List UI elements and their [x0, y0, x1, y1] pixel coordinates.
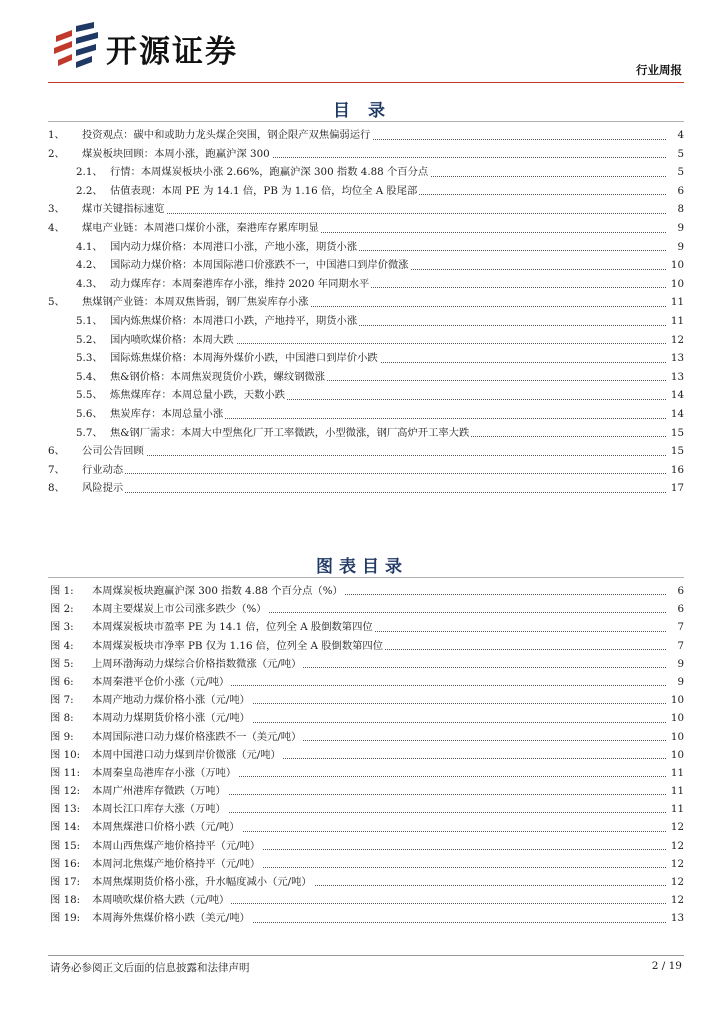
figure-entry-page: 12	[670, 857, 684, 870]
toc-entry-number: 4、	[48, 221, 65, 234]
toc-entry-page: 15	[670, 445, 684, 458]
toc-entry-text: 行情：本周煤炭板块小涨 2.66%，跑赢沪深 300 指数 4.88 个百分点	[110, 163, 666, 182]
footer-divider	[48, 955, 684, 956]
toc-entry[interactable]	[48, 312, 684, 331]
figure-entry-number: 图 19:	[50, 912, 81, 925]
toc-entry-page: 11	[670, 296, 684, 309]
toc-entry-number: 5.6、	[76, 407, 103, 420]
figure-entry-number: 图 12:	[50, 785, 81, 798]
figure-entry-text: 本周煤炭板块跑赢沪深 300 指数 4.88 个百分点（%）	[92, 582, 666, 600]
figure-entry[interactable]	[48, 855, 684, 873]
toc-entry-text: 煤市关键指标速览	[82, 200, 666, 219]
toc-entry-page: 5	[677, 147, 684, 160]
toc-entry-number: 4.3、	[76, 277, 103, 290]
figure-entry-page: 9	[677, 675, 684, 688]
toc-entry-page: 15	[670, 426, 684, 439]
toc-list	[48, 126, 684, 498]
figure-entry-number: 图 7:	[50, 694, 74, 707]
toc-entry[interactable]	[48, 145, 684, 164]
figure-entry-page: 6	[677, 585, 684, 597]
toc-entry-page: 10	[670, 259, 684, 272]
toc-entry-number: 7、	[48, 463, 65, 476]
figure-entry-text: 本周国际港口动力煤价格涨跌不一（美元/吨）	[92, 728, 666, 746]
figure-entry-text: 本周秦皇岛港库存小涨（万吨）	[92, 764, 666, 782]
figure-entry[interactable]	[48, 655, 684, 673]
figure-entry-text: 本周广州港库存微跌（万吨）	[92, 782, 666, 800]
figure-entry[interactable]	[48, 891, 684, 909]
toc-entry-number: 4.1、	[76, 240, 103, 253]
figure-entry[interactable]	[48, 582, 684, 600]
figure-entry[interactable]	[48, 746, 684, 764]
figure-entry[interactable]	[48, 673, 684, 691]
toc-entry-text: 焦&钢价格：本周焦炭现货价小跌，螺纹钢微涨	[110, 368, 666, 387]
figure-entry[interactable]	[48, 637, 684, 655]
toc-entry-page: 13	[670, 352, 684, 365]
figure-entry[interactable]	[48, 764, 684, 782]
figure-entry-number: 图 11:	[50, 766, 81, 779]
figure-entry[interactable]	[48, 728, 684, 746]
toc-entry-number: 4.2、	[76, 259, 103, 272]
toc-entry-text: 煤炭板块回顾：本周小涨，跑赢沪深 300	[82, 145, 666, 164]
toc-entry-text: 国内炼焦煤价格：本周港口小跌，产地持平，期货小涨	[110, 312, 666, 331]
figure-entry-text: 本周动力煤期货价格小涨（元/吨）	[92, 709, 666, 727]
toc-entry-text: 风险提示	[82, 479, 666, 498]
figure-entry-page: 10	[670, 712, 684, 725]
figure-entry-page: 13	[670, 912, 684, 925]
figure-entry-number: 图 13:	[50, 803, 81, 816]
toc-entry[interactable]	[48, 275, 684, 294]
toc-entry-page: 11	[670, 314, 684, 327]
figure-entry[interactable]	[48, 691, 684, 709]
toc-entry[interactable]	[48, 368, 684, 387]
figures-title: 图表目录	[316, 557, 408, 577]
toc-entry-page: 8	[677, 203, 684, 216]
toc-entry[interactable]	[48, 386, 684, 405]
figure-entry[interactable]	[48, 837, 684, 855]
toc-title: 目 录	[333, 101, 391, 121]
toc-entry-page: 4	[677, 129, 684, 141]
figure-entry[interactable]	[48, 800, 684, 818]
figure-entry-number: 图 6:	[50, 675, 74, 688]
toc-entry-number: 1、	[48, 129, 65, 141]
toc-entry-number: 3、	[48, 203, 65, 216]
figure-entry-page: 10	[670, 748, 684, 761]
figure-entry[interactable]	[48, 909, 684, 927]
toc-entry[interactable]	[48, 461, 684, 480]
toc-entry-number: 8、	[48, 482, 65, 495]
toc-entry[interactable]	[48, 182, 684, 201]
figure-entry-number: 图 10:	[50, 748, 81, 761]
figure-entry[interactable]	[48, 600, 684, 618]
figure-entry-page: 11	[670, 785, 684, 798]
figure-entry-text: 本周长江口库存大涨（万吨）	[92, 800, 666, 818]
toc-entry[interactable]	[48, 349, 684, 368]
figure-entry-number: 图 8:	[50, 712, 74, 725]
toc-entry-number: 5.2、	[76, 333, 103, 346]
toc-entry-number: 5.4、	[76, 370, 103, 383]
figure-entry-text: 本周焦煤期货价格小涨，升水幅度减小（元/吨）	[92, 873, 666, 891]
figure-entry-text: 本周产地动力煤价格小涨（元/吨）	[92, 691, 666, 709]
toc-entry-page: 13	[670, 370, 684, 383]
toc-entry-text: 国际动力煤价格：本周国际港口价涨跌不一，中国港口到岸价微涨	[110, 256, 666, 275]
figure-entry-text: 本周海外焦煤价格小跌（美元/吨）	[92, 909, 666, 927]
figure-entry-number: 图 5:	[50, 657, 74, 670]
toc-entry[interactable]	[48, 293, 684, 312]
toc-entry[interactable]	[48, 238, 684, 257]
toc-entry-page: 16	[670, 463, 684, 476]
page-number: 2 / 19	[651, 960, 682, 972]
toc-entry[interactable]	[48, 163, 684, 182]
header-divider	[48, 82, 684, 83]
figure-entry-page: 12	[670, 839, 684, 852]
report-type: 行业周报	[636, 63, 682, 77]
figure-entry-page: 12	[670, 876, 684, 888]
toc-entry-page: 9	[677, 221, 684, 234]
toc-entry-page: 5	[677, 166, 684, 179]
toc-entry-page: 14	[670, 389, 684, 402]
figure-entry-page: 9	[677, 657, 684, 670]
toc-entry-number: 5.5、	[76, 389, 103, 402]
figure-entry-number: 图 4:	[50, 639, 74, 652]
figure-entry-page: 6	[677, 603, 684, 616]
figure-entry-text: 上周环渤海动力煤综合价格指数微涨（元/吨）	[92, 655, 666, 673]
figure-entry-page: 10	[670, 694, 684, 707]
toc-entry-text: 投资观点：碳中和或助力龙头煤企突围，钢企限产双焦偏弱运行	[82, 126, 666, 145]
toc-entry-text: 焦煤钢产业链：本周双焦皆弱，钢厂焦炭库存小涨	[82, 293, 666, 312]
figure-entry-number: 图 18:	[50, 894, 81, 907]
figure-entry-text: 本周煤炭板块市净率 PB 仅为 1.16 倍，位列全 A 股倒数第四位	[92, 637, 666, 655]
page-header	[48, 18, 684, 80]
figure-entry-number: 图 2:	[50, 603, 74, 616]
figure-entry-text: 本周喷吹煤价格大跌（元/吨）	[92, 891, 666, 909]
toc-entry-text: 煤电产业链：本周港口煤价小涨，秦港库存累库明显	[82, 219, 666, 238]
figure-entry-text: 本周中国港口动力煤到岸价微涨（元/吨）	[92, 746, 666, 764]
toc-entry-text: 动力煤库存：本周秦港库存小涨，维持 2020 年同期水平	[110, 275, 666, 294]
toc-entry-text: 焦炭库存：本周总量小涨	[110, 405, 666, 424]
figure-entry[interactable]	[48, 873, 684, 891]
footer-disclaimer: 请务必参阅正文后面的信息披露和法律声明	[50, 962, 250, 974]
toc-entry-number: 2.1、	[76, 166, 103, 179]
toc-entry-number: 5.3、	[76, 352, 103, 365]
figure-entry-number: 图 1:	[50, 585, 74, 597]
toc-entry[interactable]	[48, 126, 684, 145]
figure-entry-page: 10	[670, 730, 684, 743]
figure-entry-number: 图 17:	[50, 876, 81, 888]
toc-entry-page: 9	[677, 240, 684, 253]
toc-entry-number: 5.1、	[76, 314, 103, 327]
toc-entry-text: 估值表现：本周 PE 为 14.1 倍，PB 为 1.16 倍，均位全 A 股尾部	[110, 182, 666, 201]
figure-entry-text: 本周山西焦煤产地价格持平（元/吨）	[92, 837, 666, 855]
figures-title-divider	[48, 577, 684, 578]
toc-entry-text: 国内动力煤价格：本周港口小涨，产地小涨，期货小涨	[110, 238, 666, 257]
figure-entry-number: 图 16:	[50, 857, 81, 870]
toc-entry[interactable]	[48, 200, 684, 219]
brand-name: 开源证券	[106, 34, 238, 70]
figure-entry-text: 本周主要煤炭上市公司涨多跌少（%）	[92, 600, 666, 618]
toc-entry-page: 14	[670, 407, 684, 420]
figure-entry-page: 12	[670, 894, 684, 907]
toc-entry-number: 5、	[48, 296, 65, 309]
figure-entry-page: 11	[670, 766, 684, 779]
figure-entry[interactable]	[48, 818, 684, 836]
figure-entry-number: 图 9:	[50, 730, 74, 743]
figure-entry-page: 7	[677, 639, 684, 652]
toc-entry-number: 6、	[48, 445, 65, 458]
figure-entry-page: 12	[670, 821, 684, 834]
figure-entry-number: 图 3:	[50, 621, 74, 634]
figure-entry-text: 本周河北焦煤产地价格持平（元/吨）	[92, 855, 666, 873]
toc-entry-number: 2、	[48, 147, 65, 160]
toc-entry-text: 焦&钢厂需求：本周大中型焦化厂开工率微跌，小型微涨，钢厂高炉开工率大跌	[110, 424, 666, 443]
toc-title-divider	[48, 121, 684, 122]
toc-entry[interactable]	[48, 479, 684, 498]
toc-entry-number: 5.7、	[76, 426, 103, 439]
figure-entry-text: 本周煤炭板块市盈率 PE 为 14.1 倍，位列全 A 股倒数第四位	[92, 618, 666, 636]
toc-entry-text: 行业动态	[82, 461, 666, 480]
figure-entry-number: 图 14:	[50, 821, 81, 834]
toc-entry-text: 公司公告回顾	[82, 442, 666, 461]
toc-entry-page: 12	[670, 333, 684, 346]
figure-entry-page: 7	[677, 621, 684, 634]
toc-entry-text: 国内喷吹煤价格：本周大跌	[110, 331, 666, 350]
toc-entry[interactable]	[48, 405, 684, 424]
figure-entry-page: 11	[670, 803, 684, 816]
toc-entry[interactable]	[48, 424, 684, 443]
toc-entry[interactable]	[48, 331, 684, 350]
figures-list	[48, 582, 684, 928]
toc-entry-page: 17	[670, 482, 684, 495]
toc-entry[interactable]	[48, 256, 684, 275]
figure-entry[interactable]	[48, 709, 684, 727]
toc-entry[interactable]	[48, 442, 684, 461]
toc-entry-text: 炼焦煤库存：本周总量小跌，天数小跌	[110, 386, 666, 405]
toc-entry-page: 6	[677, 184, 684, 197]
figure-entry-text: 本周秦港平仓价小涨（元/吨）	[92, 673, 666, 691]
figure-entry-text: 本周焦煤港口价格小跌（元/吨）	[92, 818, 666, 836]
toc-entry-page: 10	[670, 277, 684, 290]
toc-entry[interactable]	[48, 219, 684, 238]
figure-entry[interactable]	[48, 618, 684, 636]
toc-entry-text: 国际炼焦煤价格：本周海外煤价小跌，中国港口到岸价小跌	[110, 349, 666, 368]
figure-entry[interactable]	[48, 782, 684, 800]
brand-logo-icon	[50, 22, 102, 68]
figure-entry-number: 图 15:	[50, 839, 81, 852]
toc-entry-number: 2.2、	[76, 184, 103, 197]
